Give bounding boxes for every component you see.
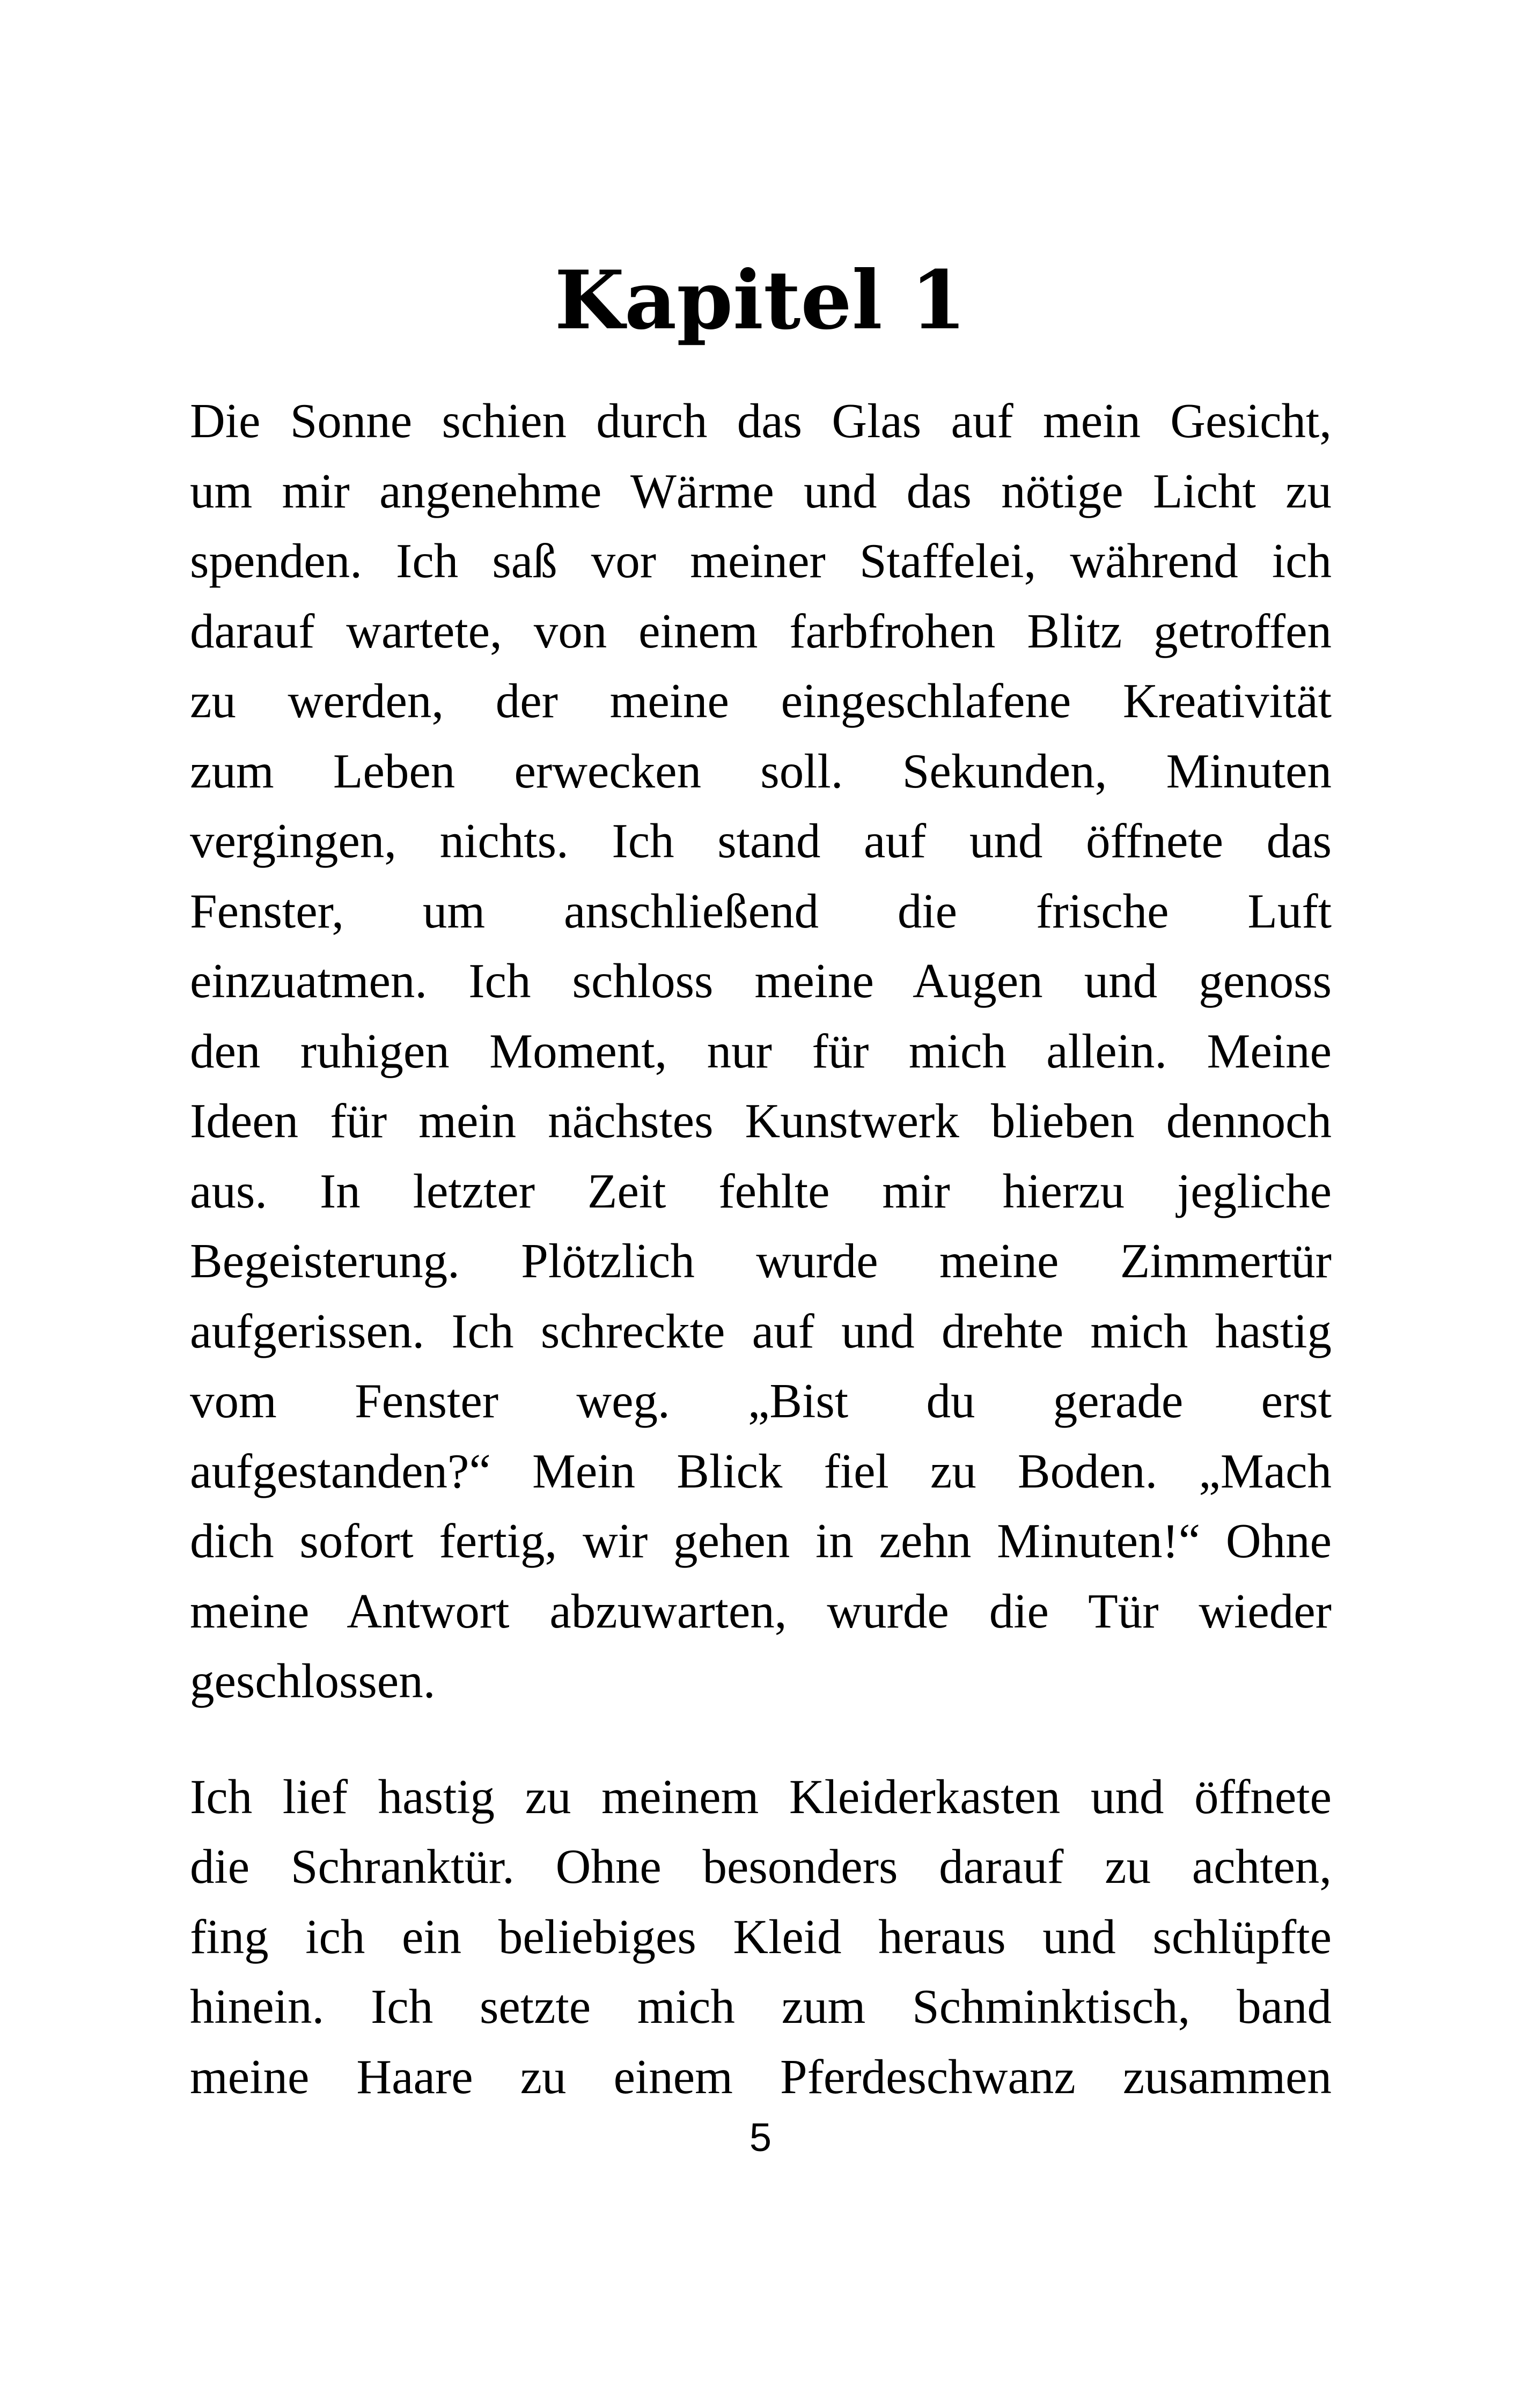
text-line: hinein. Ich setzte mich zum Schminktisch, band: [190, 1979, 1332, 2034]
text-line: meine Antwort abzuwarten, wurde die Tür wieder: [190, 1584, 1332, 1638]
text-line: um mir angenehme Wärme und das nötige Licht zu: [190, 463, 1332, 518]
text-line: aufgerissen. Ich schreckte auf und drehte mich hastig: [190, 1304, 1332, 1358]
text-line: die Schranktür. Ohne besonders darauf zu achten,: [190, 1839, 1332, 1894]
text-line: Ideen für mein nächstes Kunstwerk blieben dennoch: [190, 1094, 1332, 1148]
text-line: Ich lief hastig zu meinem Kleiderkasten und öffnete: [190, 1769, 1332, 1824]
text-line: zum Leben erwecken soll. Sekunden, Minuten: [190, 743, 1332, 798]
text-line: fing ich ein beliebiges Kleid heraus und schlüpfte: [190, 1909, 1332, 1964]
text-line: einzuatmen. Ich schloss meine Augen und genoss: [190, 954, 1332, 1008]
text-line: aufgestanden?“ Mein Blick fiel zu Boden. „Mach: [190, 1444, 1332, 1498]
text-line: meine Haare zu einem Pferdeschwanz zusammen: [190, 2049, 1332, 2104]
chapter-title: Kapitel 1: [554, 253, 967, 348]
text-line: darauf wartete, von einem farbfrohen Blitz getroffen: [190, 603, 1332, 658]
text-line: Begeisterung. Plötzlich wurde meine Zimmertür: [190, 1234, 1332, 1288]
page-number: 5: [749, 2115, 772, 2160]
text-line: Fenster, um anschließend die frische Luft: [190, 883, 1332, 938]
paragraph-1: [190, 386, 1332, 1717]
text-line: spenden. Ich saß vor meiner Staffelei, während ich: [190, 534, 1332, 588]
text-line: vergingen, nichts. Ich stand auf und öffnete das: [190, 814, 1332, 868]
text-line: den ruhigen Moment, nur für mich allein. Meine: [190, 1023, 1332, 1078]
body-text: [190, 386, 1332, 2112]
text-line: zu werden, der meine eingeschlafene Kreativität: [190, 674, 1332, 728]
text-line: Die Sonne schien durch das Glas auf mein Gesicht,: [190, 394, 1332, 448]
text-line: geschlossen.: [190, 1654, 436, 1708]
text-line: aus. In letzter Zeit fehlte mir hierzu jegliche: [190, 1164, 1332, 1218]
paragraph-2: [190, 1762, 1332, 2112]
text-line: dich sofort fertig, wir gehen in zehn Minuten!“ Ohne: [190, 1514, 1332, 1568]
text-line: vom Fenster weg. „Bist du gerade erst: [190, 1374, 1332, 1428]
